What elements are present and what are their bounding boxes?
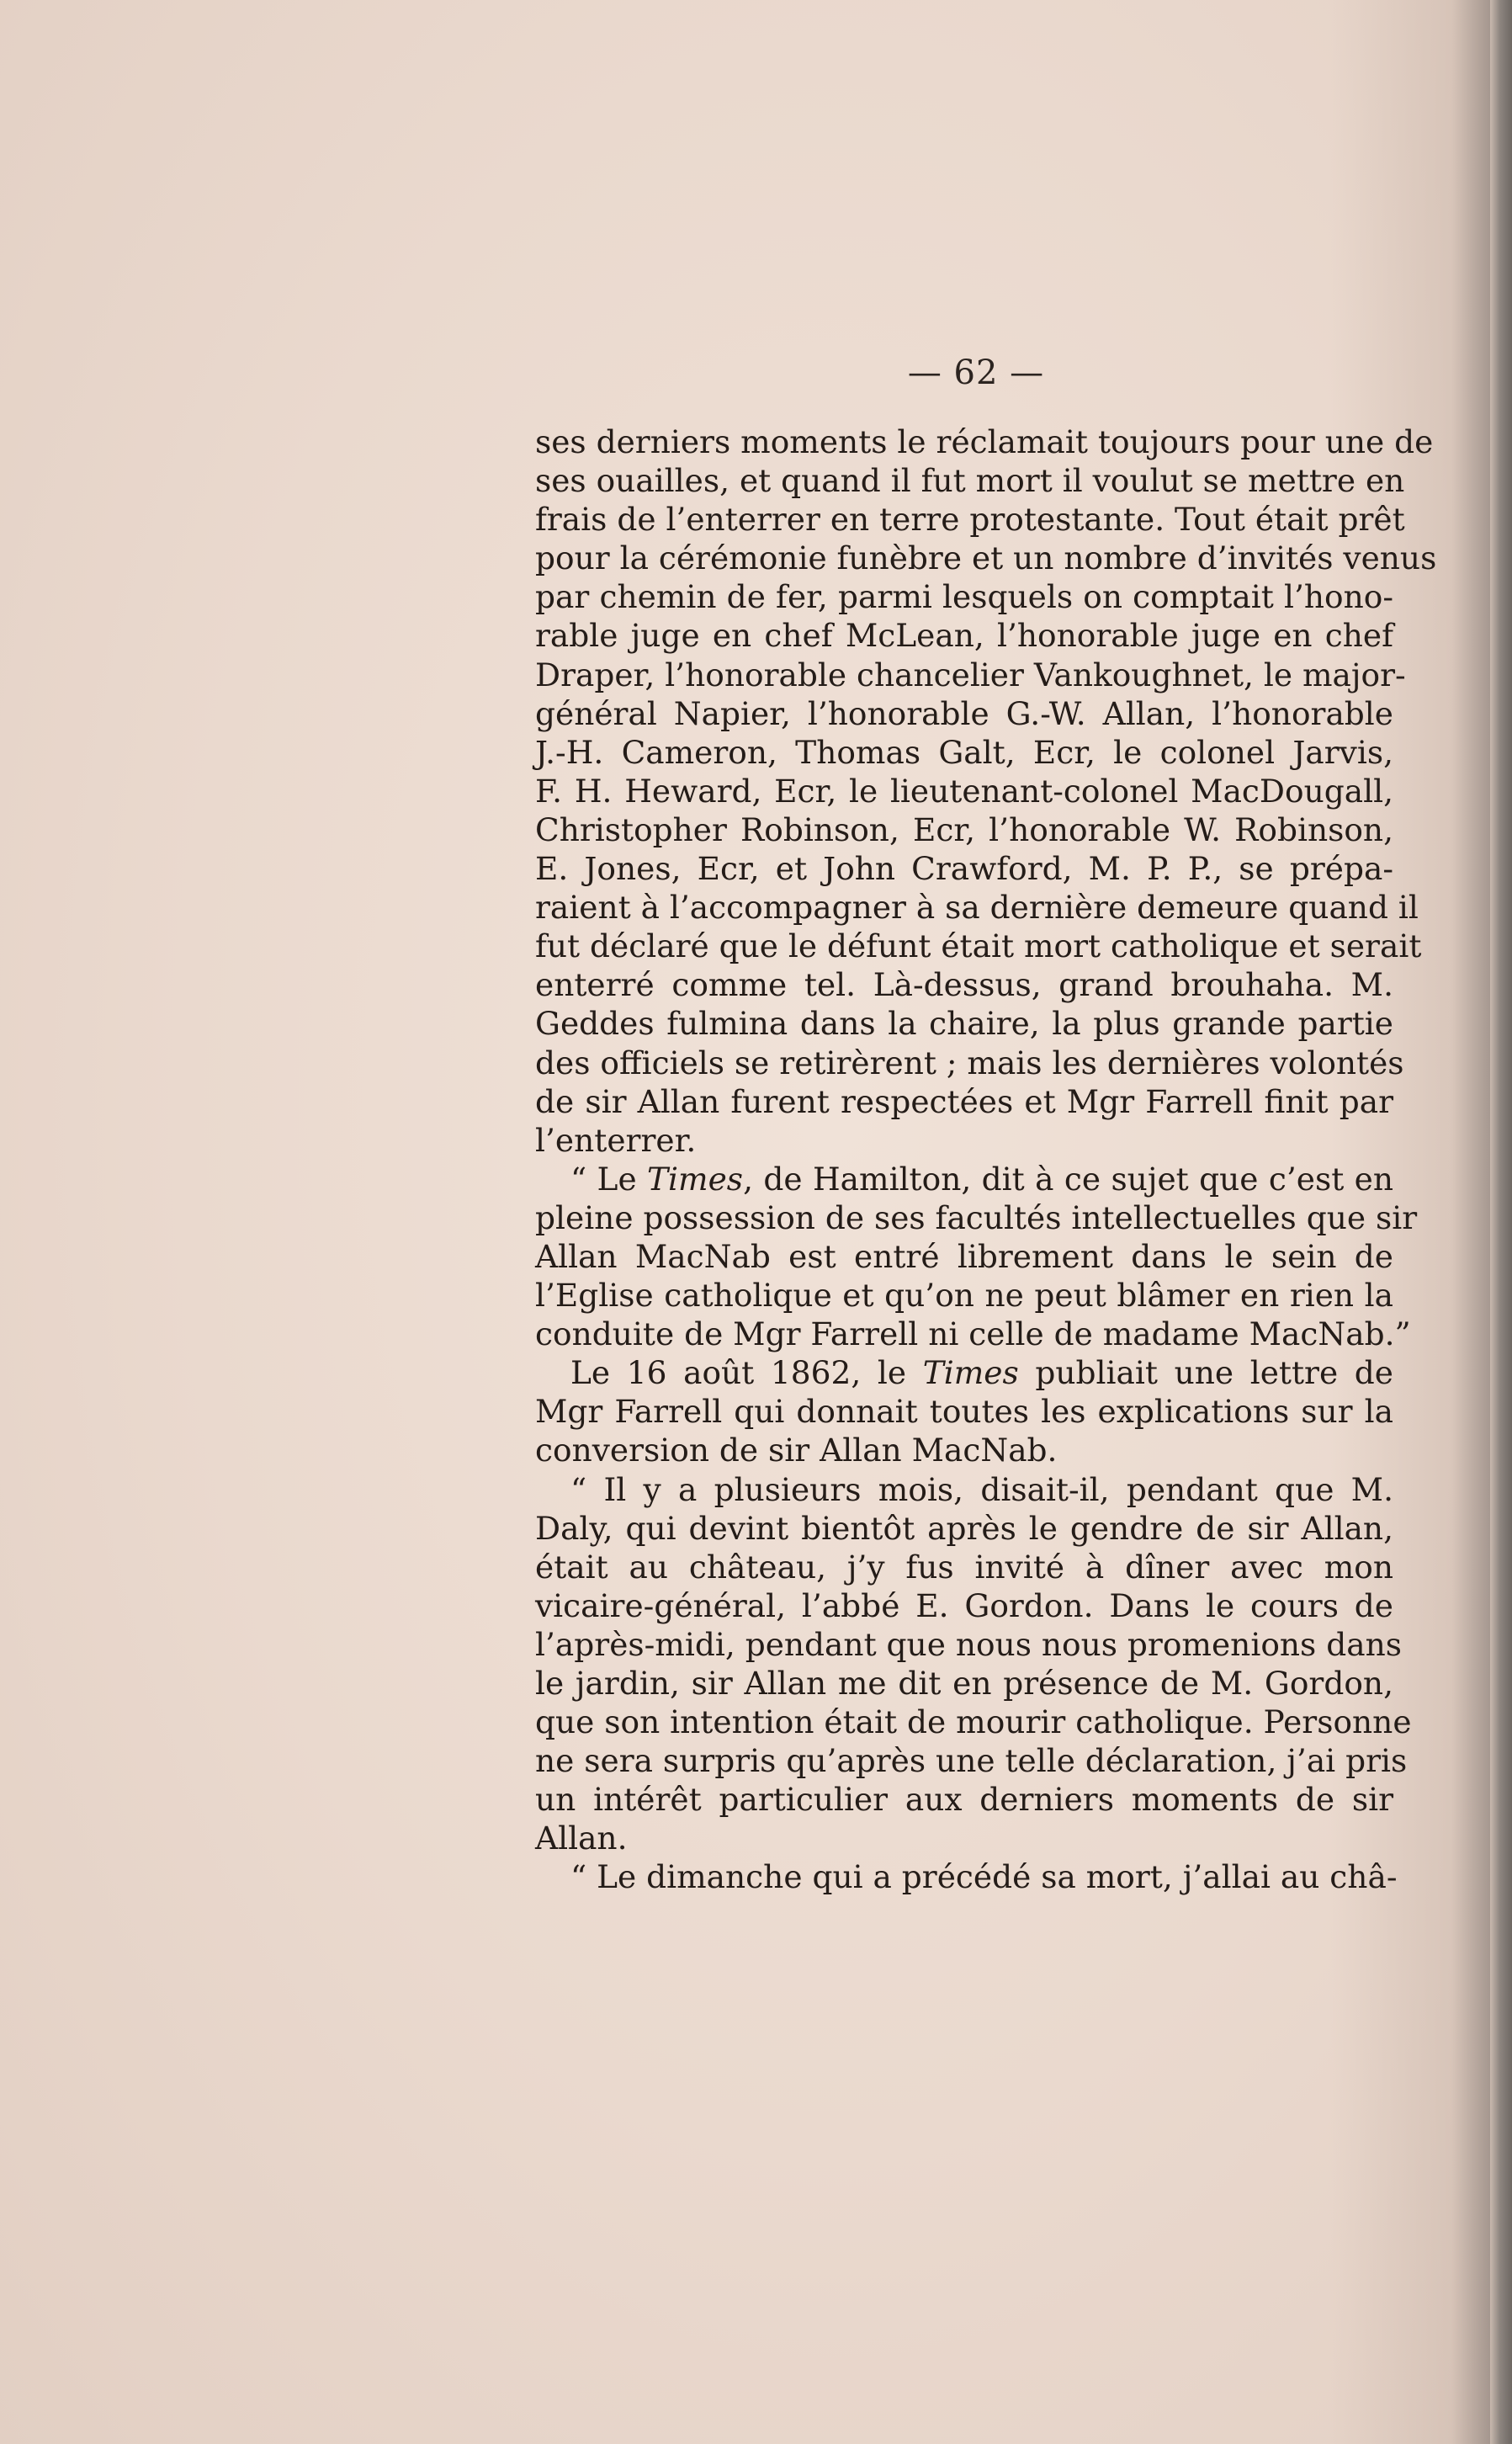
page-number: — 62 — [907, 353, 1045, 392]
text-line: Christopher Robinson, Ecr, l’honorable W. Robinson, [535, 810, 1393, 848]
text-line: conduite de Mgr Farrell ni celle de madame MacNab.” [535, 1315, 1411, 1353]
text-line: conversion de sir Allan MacNab. [535, 1432, 1058, 1469]
text-line: Draper, l’honorable chancelier Vankoughnet, le major- [535, 656, 1406, 693]
text-line: pour la cérémonie funèbre et un nombre d’invités venus [535, 539, 1437, 577]
italic-title: Times [922, 1354, 1019, 1392]
text-line: “ Il y a plusieurs mois, disait-il, pendant que M. [570, 1470, 1393, 1508]
text-line: l’enterrer. [535, 1121, 697, 1159]
text-line: Mgr Farrell qui donnait toutes les explications sur la [535, 1393, 1393, 1431]
text-line: des officiels se retirèrent ; mais les dernières volontés [535, 1044, 1404, 1081]
text-line: raient à l’accompagner à sa dernière demeure quand il [535, 889, 1419, 927]
text-line: Allan MacNab est entré librement dans le sein de [535, 1237, 1393, 1275]
text-line: “ Le Times, de Hamilton, dit à ce sujet que c’est en [570, 1160, 1394, 1198]
text-line: était au château, j’y fus invité à dîner avec mon [535, 1548, 1393, 1586]
text-line: ses derniers moments le réclamait toujours pour une de [535, 423, 1434, 460]
text-line: ne sera surpris qu’après une telle déclaration, j’ai pris [535, 1742, 1408, 1780]
text-line: vicaire-général, l’abbé E. Gordon. Dans le cours de [535, 1586, 1393, 1624]
text-line: l’après-midi, pendant que nous nous promenions dans [535, 1625, 1402, 1663]
text-line: que son intention était de mourir catholique. Personne [535, 1703, 1412, 1741]
text-line: général Napier, l’honorable G.-W. Allan, l’honorable [535, 694, 1393, 732]
text-line: Daly, qui devint bientôt après le gendre de sir Allan, [535, 1509, 1393, 1547]
text-line: ses ouailles, et quand il fut mort il voulut se mettre en [535, 462, 1405, 500]
italic-title: Times [647, 1160, 744, 1198]
text-line: le jardin, sir Allan me dit en présence de M. Gordon, [535, 1665, 1393, 1702]
text-line: rable juge en chef McLean, l’honorable juge en chef [535, 617, 1393, 655]
text-line: par chemin de fer, parmi lesquels on comptait l’hono- [535, 578, 1393, 616]
text-line: Geddes fulmina dans la chaire, la plus grande partie [535, 1005, 1393, 1043]
text-line: un intérêt particulier aux derniers moments de sir [535, 1781, 1393, 1819]
text-line: Le 16 août 1862, le Times publiait une lettre de [570, 1354, 1394, 1392]
text-line: “ Le dimanche qui a précédé sa mort, j’allai au châ- [570, 1858, 1398, 1896]
text-line: fut déclaré que le défunt était mort catholique et serait [535, 927, 1422, 965]
text-line: F. H. Heward, Ecr, le lieutenant-colonel MacDougall, [535, 772, 1393, 810]
text-line: J.-H. Cameron, Thomas Galt, Ecr, le colonel Jarvis, [535, 733, 1393, 771]
text-line: de sir Allan furent respectées et Mgr Farrell finit par [535, 1082, 1393, 1120]
text-line: Allan. [535, 1820, 628, 1857]
body-text [535, 422, 1437, 1897]
text-line: pleine possession de ses facultés intellectuelles que sir [535, 1198, 1418, 1236]
text-line: frais de l’enterrer en terre protestante. Tout était prêt [535, 501, 1405, 539]
text-line: l’Eglise catholique et qu’on ne peut blâmer en rien la [535, 1277, 1393, 1315]
text-line: E. Jones, Ecr, et John Crawford, M. P. P., se prépa- [535, 850, 1393, 888]
text-line: enterré comme tel. Là-dessus, grand brouhaha. M. [535, 966, 1393, 1004]
